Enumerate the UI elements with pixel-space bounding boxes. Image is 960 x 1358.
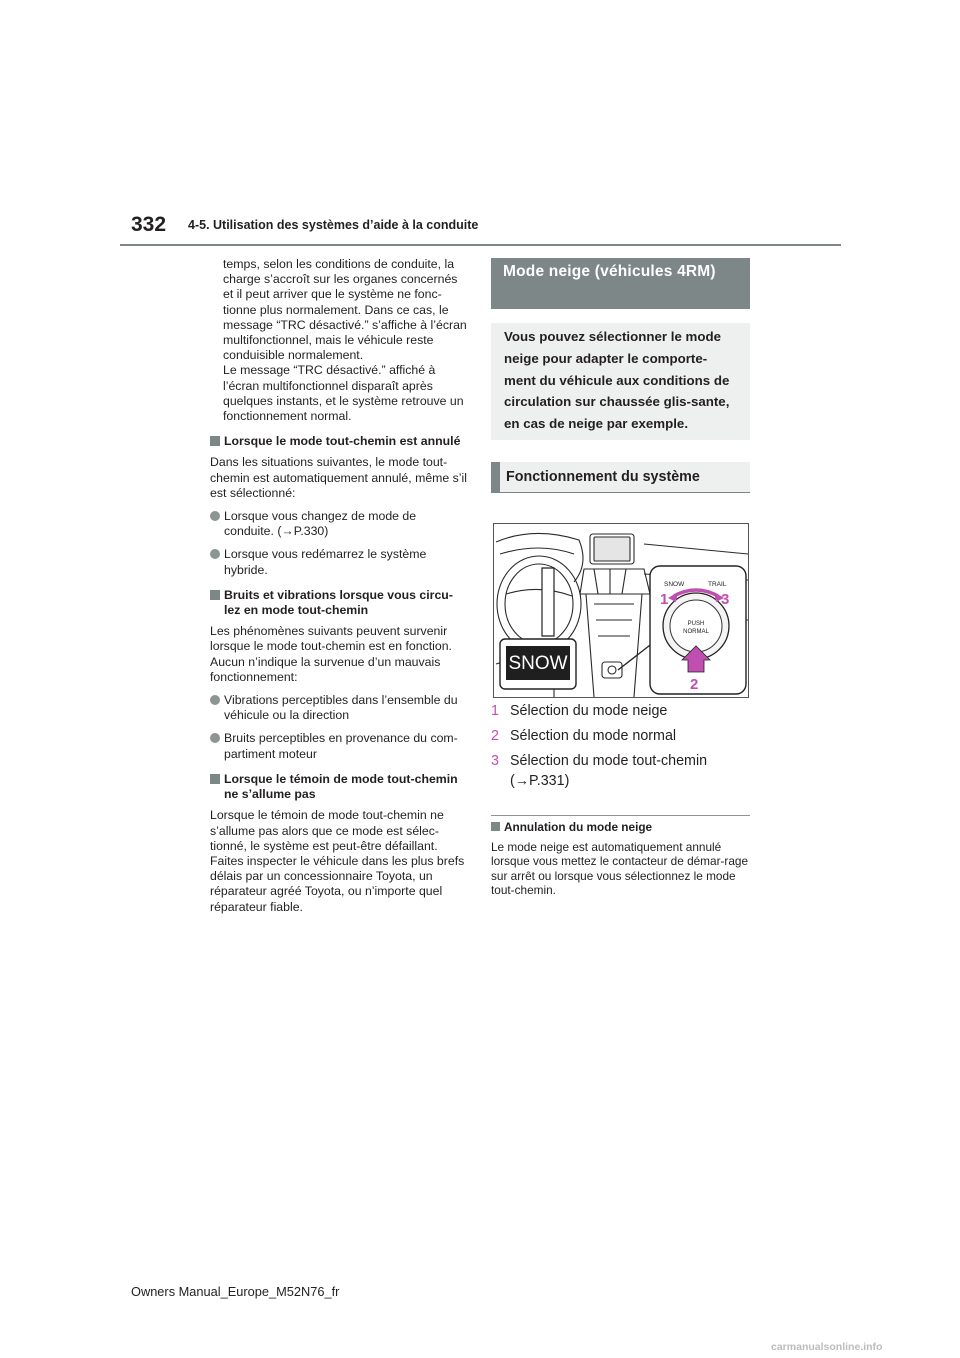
subsection-heading-text: Bruits et vibrations lorsque vous circu-lez en mode tout-chemin bbox=[224, 587, 453, 618]
subsection-heading-text: Lorsque le mode tout-chemin est annulé bbox=[224, 434, 461, 449]
dashboard-drawing bbox=[494, 524, 748, 697]
step-number: 1 bbox=[491, 703, 499, 719]
subsection-heading-indicator bbox=[210, 772, 468, 802]
section-band-title: Mode neige (véhicules 4RM) bbox=[491, 258, 750, 309]
page-reference: (→P.331) bbox=[510, 773, 570, 789]
list-item-text: Bruits perceptibles en provenance du com-partiment moteur bbox=[224, 731, 458, 761]
subsection-title bbox=[491, 462, 750, 493]
watermark: carmanualsonline.info bbox=[771, 1341, 883, 1353]
title-bar-marker bbox=[491, 462, 500, 492]
list-item bbox=[491, 703, 750, 719]
round-bullet-icon bbox=[210, 511, 220, 521]
callout-number: 3 bbox=[721, 591, 730, 608]
list-item bbox=[210, 693, 468, 723]
note-heading-text: Annulation du mode neige bbox=[504, 820, 653, 834]
square-bullet-icon bbox=[210, 774, 220, 784]
list-item bbox=[491, 728, 750, 744]
subsection-title-text: Fonctionnement du système bbox=[506, 468, 700, 485]
display-label: SNOW bbox=[508, 653, 568, 674]
right-column bbox=[491, 258, 750, 493]
display-pointer bbox=[542, 568, 554, 636]
round-bullet-icon bbox=[210, 733, 220, 743]
footer-manual-id: Owners Manual_Europe_M52N76_fr bbox=[131, 1284, 340, 1299]
square-bullet-icon bbox=[491, 822, 500, 831]
round-bullet-icon bbox=[210, 695, 220, 705]
list-item bbox=[491, 753, 750, 769]
intro-box: Vous pouvez sélectionner le mode neige pour adapter le comporte-ment du véhicule aux conditions de circulation sur chaussée glis-sante, en cas de neige par exemple. bbox=[491, 323, 750, 440]
note-heading bbox=[491, 820, 751, 834]
subsection-heading-text: Lorsque le témoin de mode tout-chemin ne s’allume pas bbox=[224, 771, 458, 802]
subsection-body: Les phénomènes suivants peuvent survenir lorsque le mode tout-chemin est en fonction. Aucun n’indique la survenue d’un mauvais fonctionnement: bbox=[210, 624, 452, 684]
left-column bbox=[210, 257, 468, 915]
step-text: Sélection du mode neige bbox=[510, 703, 668, 719]
list-item bbox=[210, 547, 468, 577]
callout-number: 1 bbox=[660, 591, 669, 608]
step-text: Sélection du mode tout-chemin bbox=[510, 753, 708, 769]
note-body: Le mode neige est automatiquement annulé lorsque vous mettez le contacteur de démar-rage sur arrêt ou lorsque vous sélectionnez le mode tout-chemin. bbox=[491, 840, 749, 897]
button-label-push: PUSH bbox=[687, 621, 705, 627]
subsection-heading-cancel bbox=[210, 434, 468, 449]
subsection-body: Dans les situations suivantes, le mode tout-chemin est automatiquement annulé, même s’il est sélectionné: bbox=[210, 455, 467, 500]
square-bullet-icon bbox=[210, 590, 220, 600]
switch-label-trail: TRAIL bbox=[708, 581, 727, 588]
step-text: Sélection du mode normal bbox=[510, 728, 677, 744]
list-item bbox=[210, 731, 468, 761]
square-bullet-icon bbox=[210, 436, 220, 446]
dashboard-illustration bbox=[493, 523, 749, 698]
round-bullet-icon bbox=[210, 549, 220, 559]
subsection-heading-noise bbox=[210, 588, 468, 618]
section-title: 4-5. Utilisation des systèmes d’aide à la conduite bbox=[188, 218, 479, 232]
callout-number: 2 bbox=[690, 676, 699, 693]
page-number: 332 bbox=[131, 213, 167, 236]
note-block bbox=[491, 820, 751, 897]
switch-label-snow: SNOW bbox=[664, 581, 685, 588]
note-divider bbox=[491, 815, 750, 816]
step-number: 3 bbox=[491, 753, 499, 769]
button-label-normal: NORMAL bbox=[683, 629, 709, 635]
subsection-body: Lorsque le témoin de mode tout-chemin ne s’allume pas alors que ce mode est sélec-tionné, le système est peut-être défaillant. Faites inspecter le véhicule dans les plus brefs délais par un concessionnaire Toyota, un réparateur agréé Toyota, ou n’importe quel réparateur fiable. bbox=[210, 808, 465, 914]
list-item-text: Lorsque vous changez de mode de conduite. (→P.330) bbox=[224, 509, 417, 539]
list-item bbox=[210, 509, 468, 539]
header-rule bbox=[120, 244, 841, 246]
continued-paragraph: temps, selon les conditions de conduite, la charge s’accroît sur les organes concernés et il peut arriver que le système ne fonc-tionne plus normalement. Dans ce cas, le message “TRC désactivé.” s’affiche à l’écran multifonctionnel, mais le véhicule reste conduisible normalement. bbox=[223, 257, 467, 363]
numbered-steps bbox=[491, 703, 750, 789]
step-number: 2 bbox=[491, 728, 499, 744]
continued-paragraph-2: Le message “TRC désactivé.” affiché à l’écran multifonctionnel disparaît après quelques instants, et le système retrouve un fonctionnement normal. bbox=[223, 363, 464, 424]
list-item-text: Vibrations perceptibles dans l’ensemble du véhicule ou la direction bbox=[224, 693, 458, 723]
list-item-text: Lorsque vous redémarrez le système hybride. bbox=[224, 547, 427, 577]
